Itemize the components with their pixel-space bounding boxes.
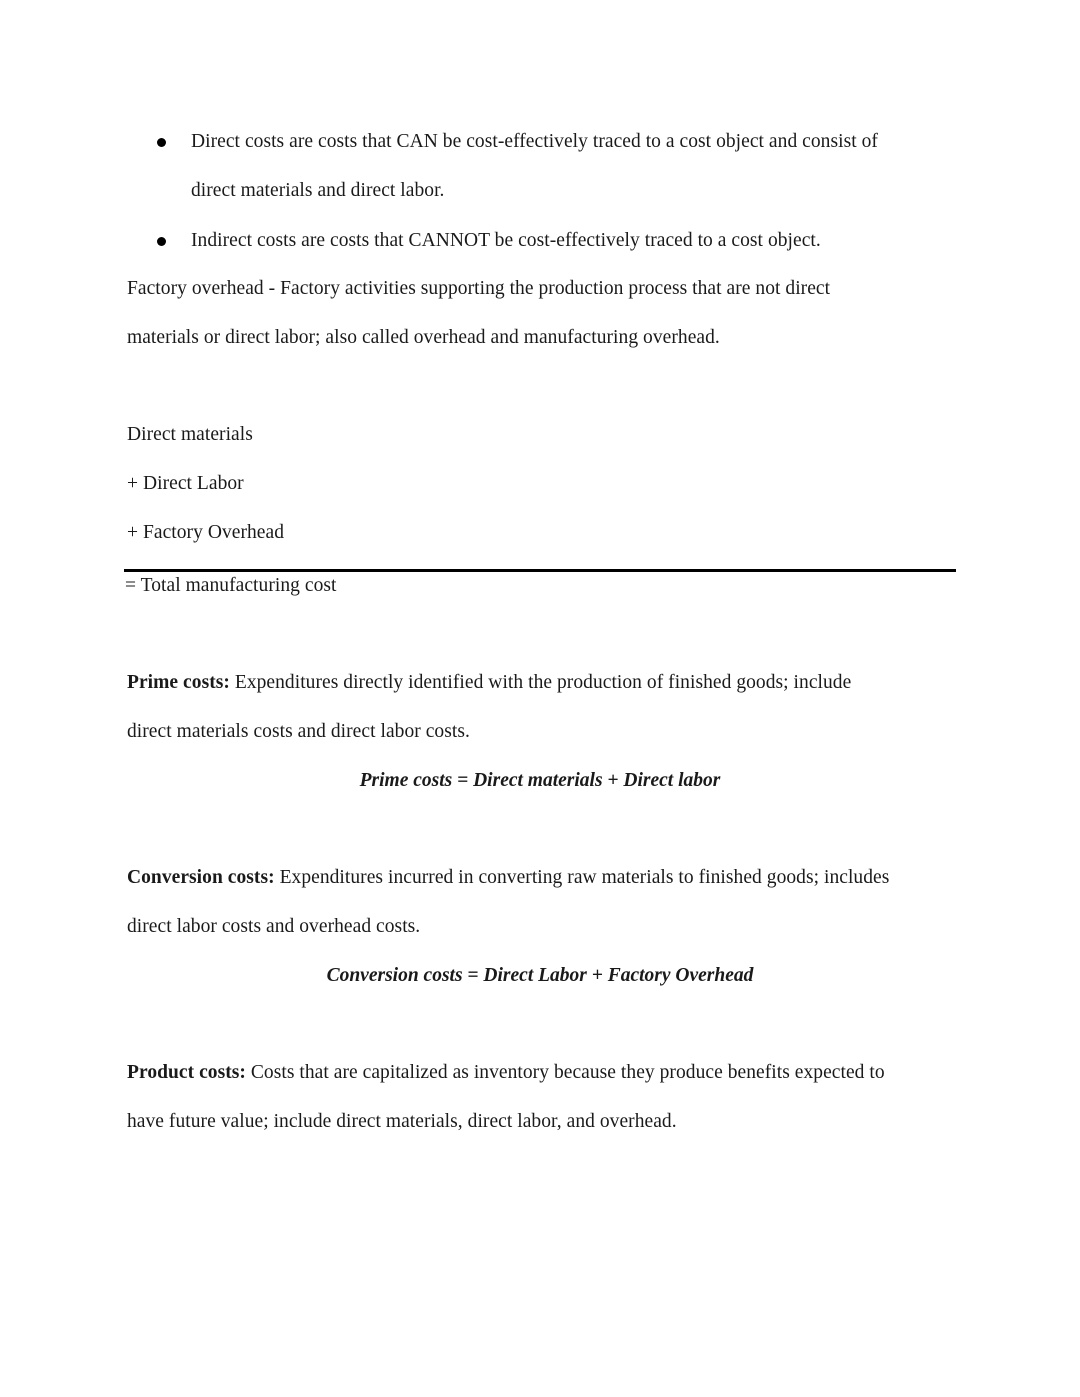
- calc-factory-overhead: + Factory Overhead: [127, 522, 285, 543]
- product-costs-definition: Costs that are capitalized as inventory because they produce benefits expected to: [245, 1062, 885, 1083]
- bullet-icon: [157, 237, 166, 246]
- prime-costs-definition: Expenditures directly identified with the production of finished goods; include: [229, 672, 852, 693]
- bullet-icon: [157, 138, 166, 147]
- bullet-indirect-costs: Indirect costs are costs that CANNOT be cost-effectively traced to a cost object.: [191, 230, 821, 251]
- bullet-direct-costs-line1: Direct costs are costs that CAN be cost-effectively traced to a cost object and consist of: [191, 131, 878, 152]
- conversion-costs-line2: direct labor costs and overhead costs.: [127, 916, 421, 937]
- product-costs-line2: have future value; include direct materials, direct labor, and overhead.: [127, 1111, 677, 1132]
- prime-costs-term: Prime costs:: [127, 672, 230, 693]
- prime-costs-formula: Prime costs = Direct materials + Direct labor: [359, 770, 721, 791]
- factory-overhead-line2: materials or direct labor; also called overhead and manufacturing overhead.: [127, 327, 720, 348]
- factory-overhead-line1: Factory overhead - Factory activities supporting the production process that are not direct: [127, 278, 831, 299]
- calc-direct-labor: + Direct Labor: [127, 473, 244, 494]
- calc-total-rule: [124, 569, 956, 572]
- calc-direct-materials: Direct materials: [127, 424, 253, 445]
- bullet-direct-costs-line2: direct materials and direct labor.: [191, 180, 445, 201]
- prime-costs-line1: [127, 671, 851, 695]
- calc-total-manufacturing-cost: = Total manufacturing cost: [125, 575, 337, 596]
- conversion-costs-term: Conversion costs:: [127, 867, 275, 888]
- product-costs-line1: [127, 1061, 885, 1085]
- prime-costs-line2: direct materials costs and direct labor costs.: [127, 721, 470, 742]
- conversion-costs-definition: Expenditures incurred in converting raw materials to finished goods; includes: [274, 867, 890, 888]
- conversion-costs-line1: [127, 866, 889, 890]
- conversion-costs-formula: Conversion costs = Direct Labor + Factory Overhead: [326, 965, 754, 986]
- product-costs-term: Product costs:: [127, 1062, 246, 1083]
